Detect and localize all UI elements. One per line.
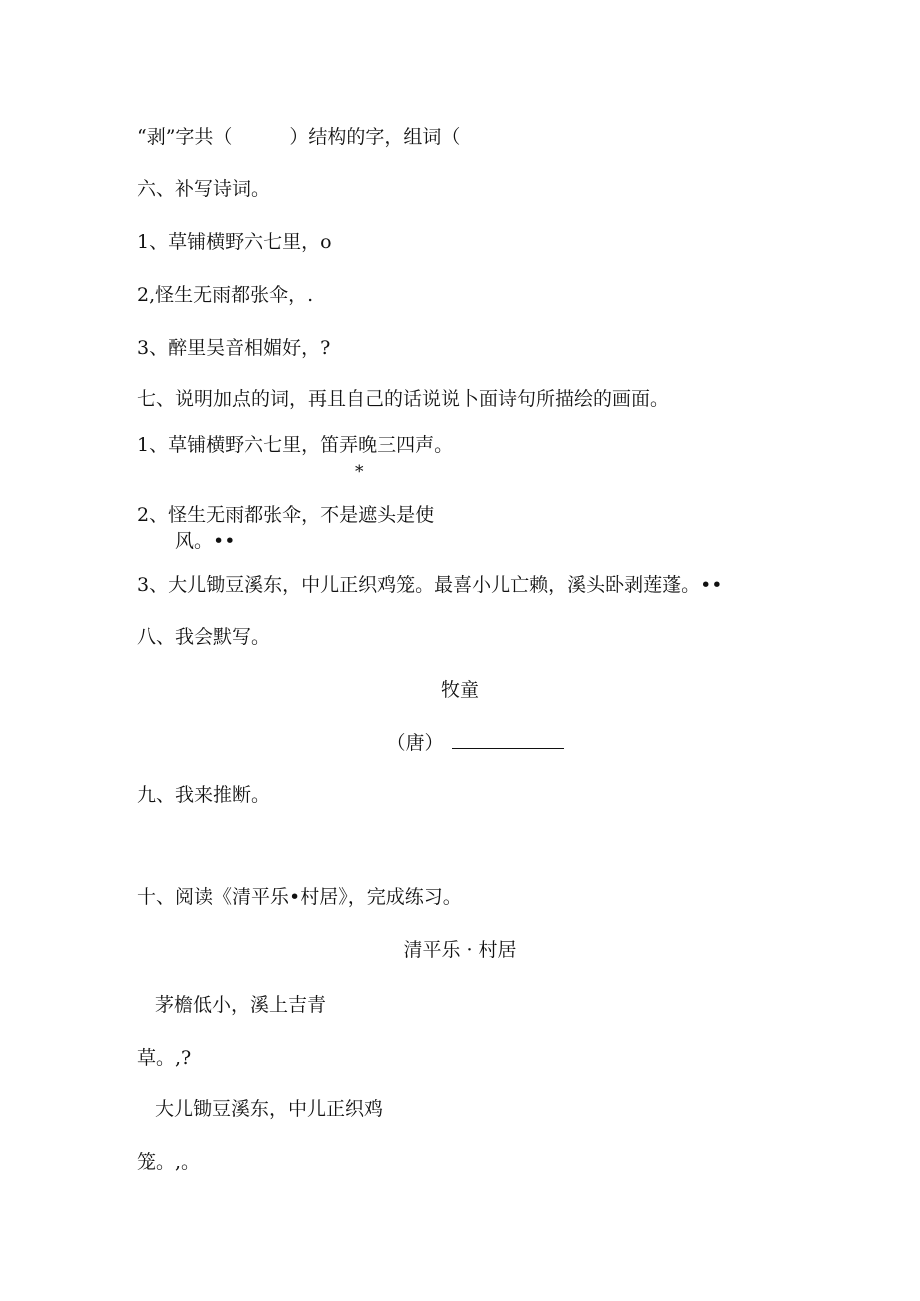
fill-poem-line-3: 3、醉里吴音相媚好，? — [137, 337, 331, 359]
section-nine-heading: 九、我来推断。 — [137, 784, 271, 806]
explain-item-3: 3、大儿锄豆溪东，中儿正织鸡笼。最喜小儿亡赖，溪头卧剥莲蓬。•• — [137, 574, 723, 596]
author-blank — [452, 732, 564, 749]
poem-line-1b: 草。,? — [137, 1047, 192, 1069]
fill-poem-line-1: 1、草铺横野六七里，o — [137, 231, 332, 253]
poem-dynasty: （唐） — [386, 732, 444, 754]
poem-line-2b: 笼。,。 — [137, 1151, 201, 1173]
explain-item-1: 1、草铺横野六七里，笛弄晚三四声。 — [137, 434, 454, 456]
question-bo-char: “剥”字共（ ）结构的字，组词（ — [137, 126, 461, 148]
explain-item-2: 2、怪生无雨都张伞，不是遮头是使 — [137, 504, 435, 526]
poem-muton-author-line — [0, 730, 920, 756]
poem-line-2a: 大儿锄豆溪东，中儿正织鸡 — [155, 1098, 384, 1120]
section-eight-heading: 八、我会默写。 — [137, 626, 271, 648]
section-six-heading: 六、补写诗词。 — [137, 178, 271, 200]
section-seven-heading: 七、说明加点的词，再且自己的话说说卜面诗句所描绘的画面。 — [137, 388, 670, 410]
poem-line-1a: 茅檐低小，溪上吉青 — [155, 994, 327, 1016]
poem-muton-title: 牧童 — [440, 679, 479, 701]
explain-item-2-cont: 风。•• — [175, 530, 236, 552]
poem-qingpingyue-title: 清平乐 · 村居 — [403, 939, 517, 961]
emphasis-dot-mark: * — [355, 462, 364, 482]
fill-poem-line-2: 2,怪生无雨都张伞，. — [137, 284, 314, 306]
section-ten-heading: 十、阅读《清平乐•村居》，完成练习。 — [137, 886, 462, 908]
